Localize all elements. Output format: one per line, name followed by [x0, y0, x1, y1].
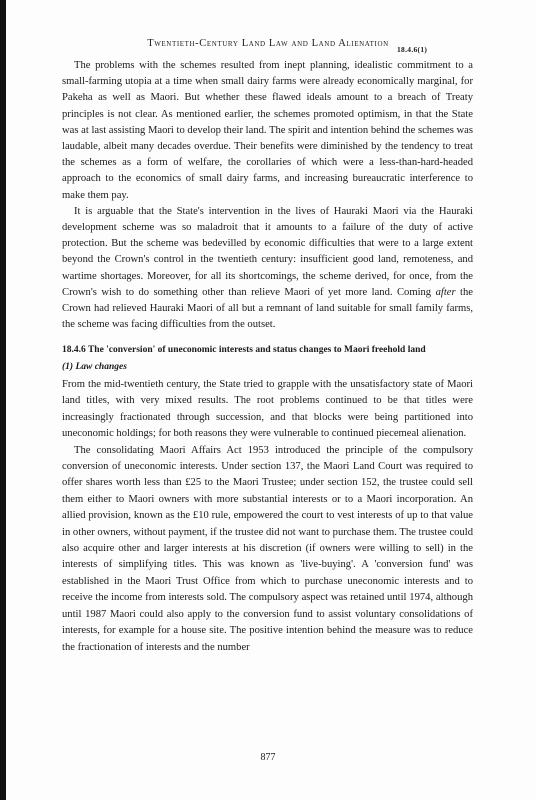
- paragraph-2-text-b: the Crown had relieved Hauraki Maori of all but a remnant of land suitable for small family farms, the scheme was facing difficulties from the outset.: [62, 286, 473, 331]
- section-subheading: (1) Law changes: [62, 362, 127, 372]
- body-text-upper: [62, 58, 473, 333]
- paragraph-2-emphasis: after: [435, 286, 456, 298]
- paragraph-3: From the mid-twentieth century, the State tried to grapple with the unsatisfactory state of Maori land titles, with very mixed results. The root problems continued to be that titles were increasingly fractionated through succession, and that blocks were being partitioned into uneconomic holdings; for both reasons they were vulnerable to continued piecemeal alienation.: [62, 379, 473, 440]
- section-heading: 18.4.6 The 'conversion' of uneconomic interests and status changes to Maori freehold land: [62, 345, 426, 355]
- section-code: 18.4.6(1): [397, 45, 428, 54]
- running-title: Twentieth-Century Land Law and Land Alienation: [147, 38, 389, 49]
- body-text-lower: [62, 377, 473, 656]
- page-number: 877: [260, 752, 276, 763]
- paragraph-4: The consolidating Maori Affairs Act 1953 introduced the principle of the compulsory conversion of uneconomic interests. Under section 137, the Maori Land Court was required to offer shares worth less than £25 to the Maori Trustee; under section 152, the trustee could sell them either to Maori owners with more substantial interests or to a Maori incorporation. An allied provision, known as the £10 rule, empowered the court to vest interests of up to that value in other owners, without payment, if the trustee did not want to purchase them. The trustee could also acquire other and larger interests at his discretion (if owners were willing to sell) in the interests of simplifying titles. This was known as 'live-buying'. A 'conversion fund' was established in the Maori Trust Office from which to purchase uneconomic interests and to receive the income from interests sold. The compulsory aspect was retained until 1974, although until 1987 Maori could also apply to the conversion fund to assist voluntary consolidations of interests, for example for a house site. The positive intention behind the measure was to reduce the fractionation of interests and the number: [62, 444, 473, 653]
- paragraph-2-text-a: It is arguable that the State's intervention in the lives of Hauraki Maori via the Hauraki development scheme was so maladroit that it amounts to a failure of the duty of active protection. But the scheme was bedevilled by economic difficulties that were to a large extent beyond the Crown's control in the twentieth century: insufficient good land, remoteness, and wartime shortages. Moreover, for all its shortcomings, the scheme derived, for once, from the Crown's wish to do something other than relieve Maori of yet more land. Coming: [62, 205, 473, 298]
- scan-edge: [0, 0, 6, 800]
- paragraph-1: The problems with the schemes resulted from inept planning, idealistic commitment to a small-farming utopia at a time when small dairy farms were already economically marginal, for Pakeha as well as Maori. But whether these flawed ideals amount to a breach of Treaty principles is not clear. As mentioned earlier, the schemes promoted optimism, in that the State was at last assisting Maori to develop their land. The spirit and intention behind the schemes was laudable, albeit many decades overdue. Their benefits were diminished by the tendency to treat the schemes as a form of welfare, the corollaries of which were a less-than-hard-headed approach to the economics of small dairy farms, and increasing bureaucratic interference to make them pay.: [62, 60, 473, 201]
- paragraph-2: [62, 204, 473, 334]
